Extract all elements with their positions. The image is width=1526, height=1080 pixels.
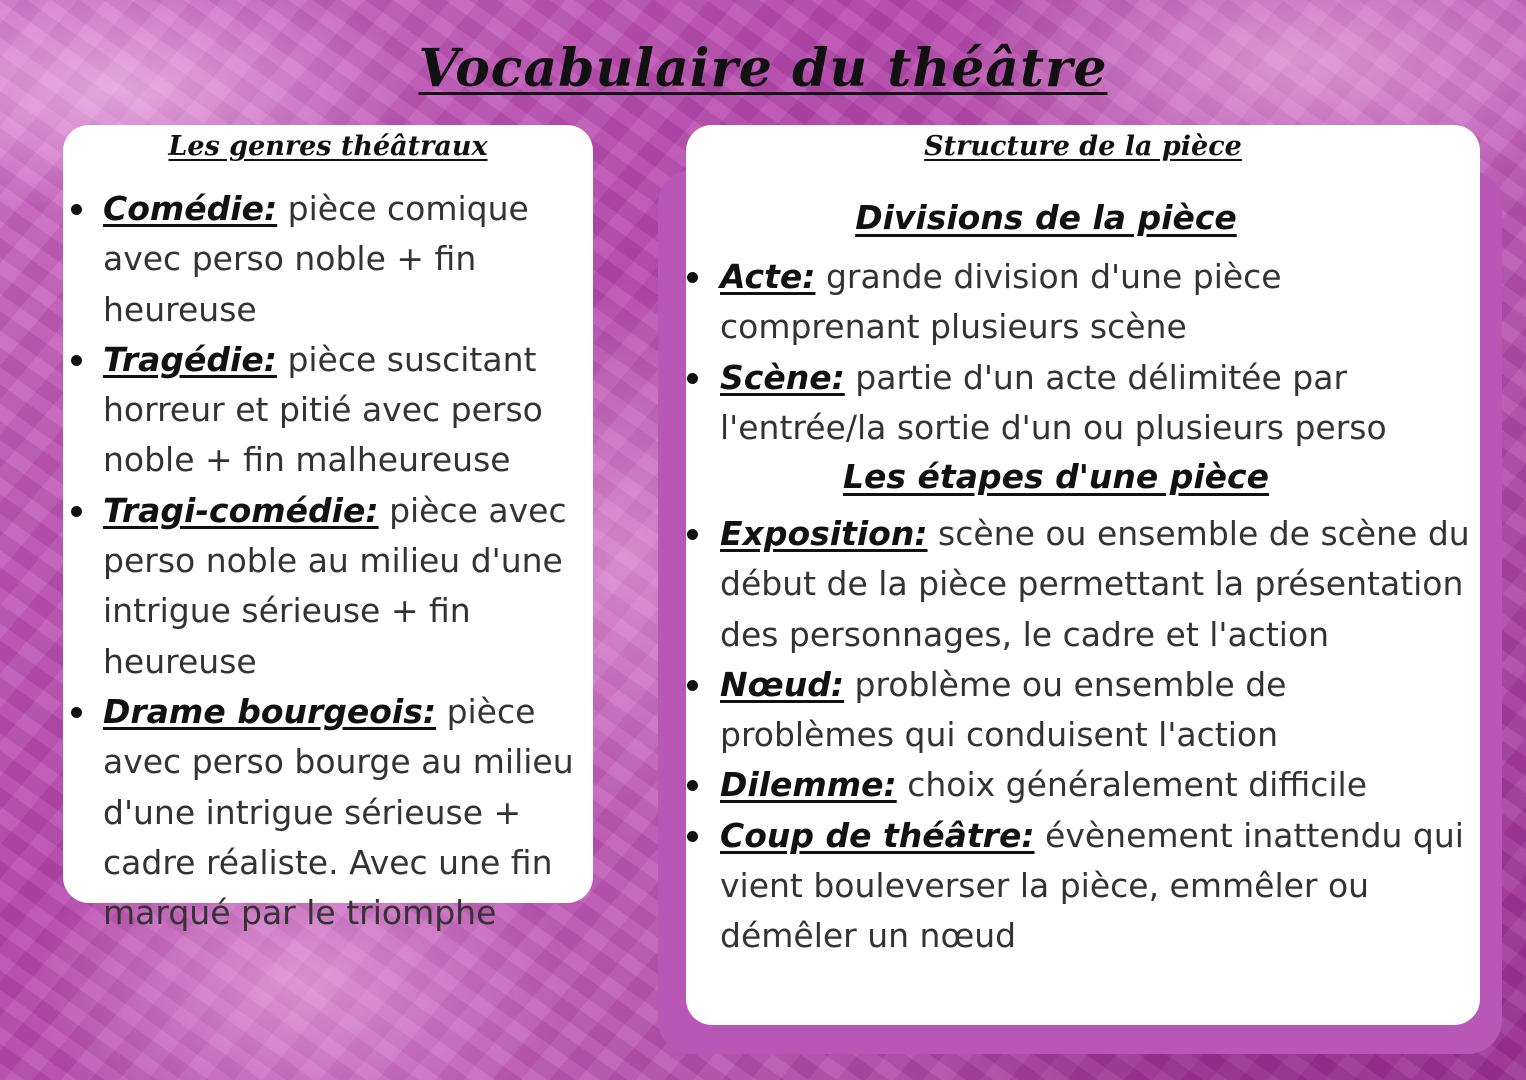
list-item: Exposition: scène ou ensemble de scène du début de la pièce permettant la présentation des personnages, le cadre et l'action (720, 509, 1470, 660)
list-item: Comédie: pièce comique avec perso noble + fin heureuse (103, 184, 593, 335)
genres-list (103, 184, 593, 938)
list-item: Coup de théâtre: évènement inattendu qui vient bouleverser la pièce, emmêler ou démêler un nœud (720, 811, 1470, 962)
list-item: Drame bourgeois: pièce avec perso bourge au milieu d'une intrigue sérieuse + cadre réaliste. Avec une fin marqué par le triomphe (103, 687, 593, 938)
steps-list (720, 509, 1470, 962)
list-item: Acte: grande division d'une pièce comprenant plusieurs scène (720, 252, 1460, 353)
page-title: Vocabulaire du théâtre (418, 38, 1108, 99)
genres-heading: Les genres théâtraux (168, 131, 488, 162)
list-item: Dilemme: choix généralement difficile (720, 760, 1470, 810)
structure-heading: Structure de la pièce (924, 131, 1242, 162)
list-item: Tragi-comédie: pièce avec perso noble au milieu d'une intrigue sérieuse + fin heureuse (103, 486, 593, 687)
steps-heading: Les étapes d'une pièce (843, 457, 1269, 496)
list-item: Nœud: problème ou ensemble de problèmes qui conduisent l'action (720, 660, 1470, 761)
divisions-heading: Divisions de la pièce (855, 198, 1237, 237)
list-item: Tragédie: pièce suscitant horreur et pitié avec perso noble + fin malheureuse (103, 335, 593, 486)
divisions-list (720, 252, 1460, 453)
list-item: Scène: partie d'un acte délimitée par l'entrée/la sortie d'un ou plusieurs perso (720, 353, 1460, 454)
